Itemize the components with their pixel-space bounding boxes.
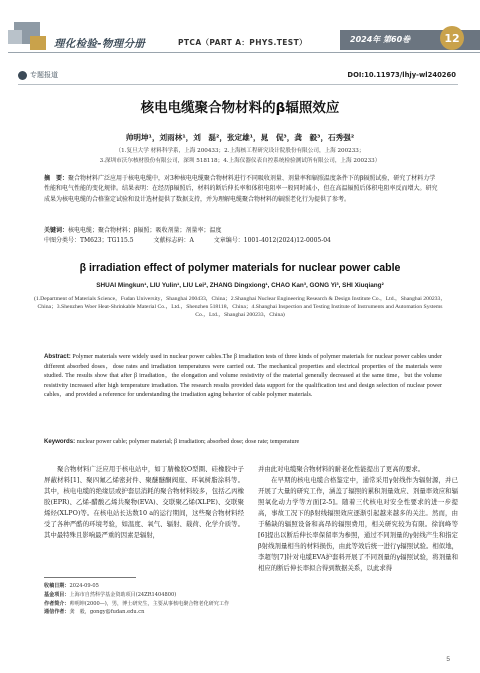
- body-column-right: [258, 464, 458, 654]
- abstract-cn-text: 聚合物材料广泛应用于核电电缆中，对3种核电电缆聚合物材料进行不同吸收剂量、剂量率和辐照温度条件下的β辐照试验，研究了材料力学性能和电气性能的变化规律。结果表明：在经历β辐照后，材料的断后伸长率和体积电阻率一般同时减小，但在高温辐照后体积电阻率反而增大。研究成果为核电电缆的合格鉴定试验和设计选材提供了数据支持，并为理解电缆聚合物材料的辐照老化行为提供了参考。: [44, 175, 438, 203]
- footnote-label: 通信作者：: [44, 609, 70, 616]
- page-number: 5: [446, 656, 450, 663]
- document-code: 文献标志码：A: [153, 237, 194, 244]
- journal-header: [0, 0, 480, 62]
- body-paragraph: 并由此对电缆聚合物材料的耐老化性能提出了更高的要求。: [258, 465, 425, 473]
- footnote-corresponding: [44, 608, 244, 617]
- keywords-cn-text: 核电电缆；聚合物材料；β辐照；吸收剂量；剂量率；温度: [68, 227, 222, 234]
- body-column-left: [44, 464, 244, 558]
- abstract-en-label: Abstract:: [44, 353, 71, 360]
- authors-en: SHUAI Mingkun¹, LIU Yulin¹, LIU Lei², ZHANG Dingxiong¹, CHAO Kan³, GONG Yi³, SHI Xiuqiang²: [96, 282, 384, 289]
- footnote-funding: [44, 591, 244, 600]
- section-tag-label: 专题报道: [30, 71, 58, 79]
- keywords-en: [44, 438, 442, 445]
- classification-cn: [44, 236, 440, 246]
- footnote-label: 作者简介：: [44, 600, 70, 607]
- abstract-cn-label: 摘 要：: [44, 175, 69, 182]
- affiliation-cn-line: 3.深圳市沃尔核材股份有限公司，深圳 518118；4.上海仪器仪表自控系统检验测试所有限公司，上海 200233）: [99, 158, 381, 164]
- journal-logo-icon: [8, 22, 56, 52]
- paper-title-cn: 核电电缆聚合物材料的β辐照效应: [140, 100, 340, 116]
- article-number: 文章编号：1001-4012(2024)12-0005-04: [213, 237, 331, 244]
- bullet-icon: [18, 71, 27, 80]
- footnote-text: 龚 毅，gongy@fudan.edu.cn: [69, 609, 145, 616]
- affiliation-cn-line: （1.复旦大学 材料科学系，上海 200433；2.上海核工程研究设计院股份有限公司，上海 200233；: [115, 148, 365, 154]
- footnote-label: 基金项目：: [44, 591, 70, 598]
- footnote-text: 上海市自然科学基金资助项目(24ZR1404800): [69, 591, 177, 598]
- keywords-cn: [44, 226, 440, 236]
- footnote-label: 收稿日期：: [44, 583, 70, 589]
- keywords-cn-label: 关键词：: [44, 227, 69, 234]
- abstract-en: [44, 352, 442, 401]
- journal-brand: 理化检验-物理分册: [54, 38, 146, 50]
- affiliations-en: (1.Department of Materials Science，Fudan University，Shanghai 200433，China；2.Shanghai Nuclear Engineering Research & Design Institute Co.，Ltd.，Shanghai 200233，China；3.Shenzhen Woer Heat-Shrinkable Material Co.，Ltd.，Shenzhen 518118，China；4.Shanghai Inspection and Testing Institute of Instruments and Automation Systems Co.，Ltd.，Shanghai 200233，China): [33, 296, 447, 319]
- footnote-text: 帅明坤(2000—)，男，博士研究生，主要从事核电聚合物老化研究工作: [69, 600, 230, 607]
- keywords-en-text: nuclear power cable; polymer material; β irradiation; absorbed dose; dose rate; temperature: [76, 439, 300, 445]
- journal-short-title: PTCA（PART A：PHYS.TEST）: [178, 38, 308, 47]
- divider: [18, 84, 458, 85]
- section-tag: [18, 70, 58, 80]
- authors-cn: 帅明坤¹，刘雨林¹，刘 磊²，张定雄¹，晁 侃³，龚 毅³，石秀强²: [125, 133, 355, 142]
- header-divider: [8, 52, 480, 53]
- footnotes: [44, 582, 244, 617]
- footnote-received: [44, 582, 244, 591]
- doi-link[interactable]: DOI:10.11973/lhjy-wl240260: [347, 71, 456, 79]
- clc-number: 中图分类号：TM623；TG115.5: [44, 237, 134, 244]
- footnote-author-bio: [44, 600, 244, 609]
- issue-label: 2024年 第60卷: [350, 35, 411, 44]
- footnote-divider: [44, 577, 136, 578]
- body-paragraph: 聚合物材料广泛应用于核电站中，如丁腈橡胶O型圈、硅橡胶中子屏蔽材料[1]、聚四氟乙烯密封件、聚醚醚酮阀座、环氧树脂涂料等。其中，核电电缆的绝缘层或护套层消耗的聚合物材料较多，包括乙丙橡胶(EPR)、乙烯-醋酸乙烯共聚物(EVA)、交联聚乙烯(XLPE)、交联聚烯烃(XLPO)等。在核电站长达数10 a的运行期间，这些聚合物材料经受了各种严酷的环境考验，如温度、氧气、辐射、载荷、化学介质等。其中最特殊且影响最严重的因素是辐射，: [44, 465, 244, 539]
- body-paragraph: 在早期的核电电缆合格鉴定中，通常采用γ射线作为辐射源，并已开展了大量的研究工作，涵盖了辐照的累积剂量效应、剂量率效应和辐照氧化动力学等方面[2-5]。随着三代核电对安全性要求的进一步提高，事故工况下的β射线辐照效应逐渐引起越来越多的关注。然而，由于稀缺的辐照设备和高昂的辐照费用，相关研究较为有限。徐润峰等[6]提出以断后伸长率保留率为参照，通过不同剂量的γ射线产生和指定β射线剂量相当的材料损伤，由此等效后统一进行γ辐照试验。相似地，李超等[7]针对电缆EVA护套料开展了不同剂量的γ辐照试验，将剂量和相应的断后伸长率拟合得到数据关系，以此求得: [258, 476, 458, 572]
- issue-number-badge: 12: [440, 26, 464, 50]
- abstract-cn: [44, 174, 440, 226]
- keywords-en-label: Keywords:: [44, 438, 76, 445]
- abstract-en-text: Polymer materials were widely used in nuclear power cables.The β irradiation tests of three kinds of polymer materials for nuclear power cables under different absorbed doses，dose rates and irradiation temperatures were carried out. The mechanical properties and electrical properties of the materials were studied. The results show that after β irradiation，the elongation and volume resistivity of the material generally decreased at the same time，but the volume resistivity increased after high temperature irradiation. The research results provided data support for the qualification test and design selection of nuclear power cables，and provided a reference for understanding the irradiation aging behavior of cable polymer materials.: [44, 354, 442, 399]
- footnote-text: 2024-09-05: [69, 583, 99, 589]
- paper-title-en: β irradiation effect of polymer materials for nuclear power cable: [79, 262, 401, 274]
